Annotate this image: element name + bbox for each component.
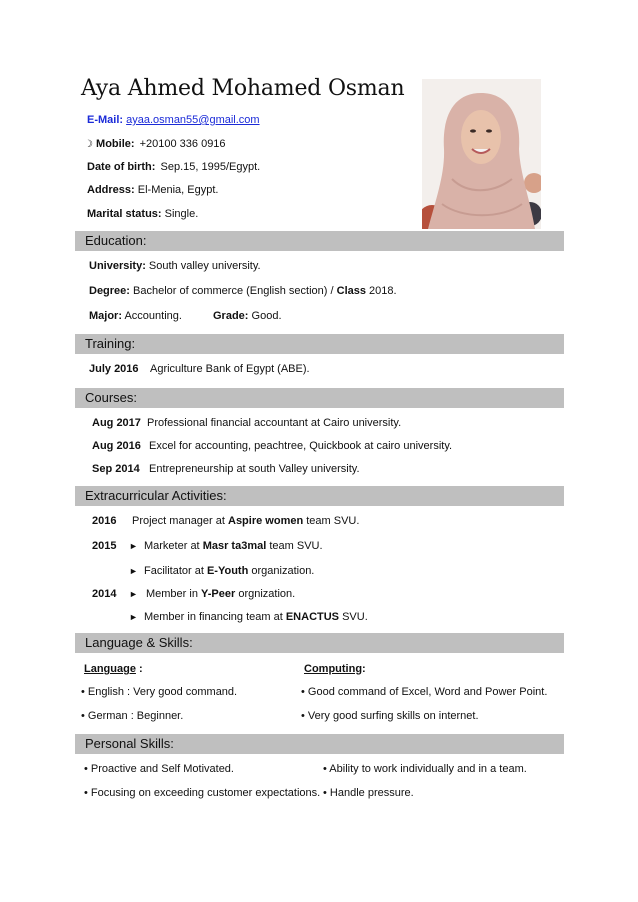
language-item: • English : Very good command.: [81, 686, 238, 698]
activity-year: 2014: [92, 588, 117, 600]
major-value: Accounting.: [124, 310, 182, 322]
course-text: Professional financial accountant at Cairo university.: [147, 417, 402, 429]
university-label: University:: [89, 260, 146, 272]
degree-value: Bachelor of commerce (English section) /: [133, 285, 334, 297]
course-date: Sep 2014: [92, 463, 140, 475]
email-link[interactable]: ayaa.osman55@gmail.com: [126, 114, 260, 126]
activity-org: E-Youth: [206, 565, 249, 577]
activity-text: Member in: [145, 588, 198, 600]
computing-item: • Very good surfing skills on internet.: [301, 710, 479, 722]
major-line: [89, 310, 182, 322]
dob-label: Date of birth:: [87, 161, 156, 173]
course-date: Aug 2016: [92, 440, 141, 452]
personal-skill-item: • Handle pressure.: [323, 787, 414, 799]
activity-text: Member in financing team at: [143, 611, 283, 623]
grade-label: Grade:: [213, 310, 249, 322]
courses-title: Courses:: [85, 390, 138, 405]
class-label: Class: [336, 285, 366, 297]
activity-org: ENACTUS: [285, 611, 340, 623]
activity-text: orgnization.: [238, 588, 296, 600]
marital-label: Marital status:: [87, 208, 162, 220]
arrow-icon: ►: [129, 589, 138, 599]
arrow-icon: ►: [129, 566, 138, 576]
email-label: E-Mail:: [87, 114, 124, 126]
language-skills-header: [75, 633, 564, 653]
computing-heading-colon: :: [362, 663, 366, 675]
computing-item: • Good command of Excel, Word and Power Point.: [301, 686, 548, 698]
marital-value: Single.: [164, 208, 199, 220]
university-value: South valley university.: [148, 260, 261, 272]
personal-skill-item: • Proactive and Self Motivated.: [84, 763, 234, 775]
mobile-label: Mobile:: [96, 138, 135, 150]
phone-icon: ☽: [84, 139, 93, 150]
activity-org: Masr ta3mal: [202, 540, 267, 552]
education-title: Education:: [85, 233, 147, 248]
extracurricular-header: [75, 486, 564, 506]
address-label: Address:: [87, 184, 135, 196]
mobile-line: [84, 138, 226, 150]
language-skills-title: Language & Skills:: [85, 635, 193, 650]
degree-label: Degree:: [89, 285, 130, 297]
dob-line: [87, 161, 260, 173]
courses-header: [75, 388, 564, 408]
activity-item: [129, 588, 295, 600]
class-value: 2018.: [369, 285, 397, 297]
training-text: Agriculture Bank of Egypt (ABE).: [150, 363, 310, 375]
course-text: Entrepreneurship at south Valley university.: [149, 463, 360, 475]
activity-text: Marketer at: [143, 540, 200, 552]
language-item: • German : Beginner.: [81, 710, 184, 722]
activity-item: [129, 611, 368, 623]
activity-text: organization.: [251, 565, 315, 577]
language-heading-text: Language: [84, 663, 136, 675]
activity-item: [129, 540, 323, 552]
computing-heading: [304, 663, 366, 675]
address-line: [87, 184, 218, 196]
education-header: [75, 231, 564, 251]
personal-skill-item: • Focusing on exceeding customer expectations.: [84, 787, 321, 799]
activity-org: Aspire women: [228, 515, 304, 527]
cv-name: Aya Ahmed Mohamed Osman: [81, 76, 405, 101]
marital-line: [87, 208, 198, 220]
training-date: July 2016: [89, 363, 139, 375]
language-heading: [84, 663, 143, 675]
major-label: Major:: [89, 310, 122, 322]
activity-year: 2016: [92, 515, 117, 527]
training-title: Training:: [85, 336, 136, 351]
personal-skills-title: Personal Skills:: [85, 736, 174, 751]
activity-org: Y-Peer: [201, 588, 236, 600]
activity-item: [132, 515, 359, 527]
degree-line: [89, 285, 397, 297]
university-line: [89, 260, 261, 272]
activity-text: team SVU.: [306, 515, 360, 527]
course-date: Aug 2017: [92, 417, 141, 429]
activity-text: SVU.: [342, 611, 368, 623]
activity-item: [129, 565, 314, 577]
training-header: [75, 334, 564, 354]
mobile-value: +20100 336 0916: [139, 138, 226, 150]
email-line: [87, 114, 260, 126]
arrow-icon: ►: [129, 612, 138, 622]
dob-value: Sep.15, 1995/Egypt.: [160, 161, 261, 173]
computing-heading-text: Computing: [304, 663, 363, 675]
extracurricular-title: Extracurricular Activities:: [85, 488, 227, 503]
profile-photo: [422, 79, 541, 229]
activity-text: Facilitator at: [143, 565, 204, 577]
address-value: El-Menia, Egypt.: [137, 184, 219, 196]
activity-year: 2015: [92, 540, 117, 552]
personal-skills-header: [75, 734, 564, 754]
personal-skill-item: • Ability to work individually and in a team.: [323, 763, 527, 775]
course-text: Excel for accounting, peachtree, Quickbook at cairo university.: [149, 440, 453, 452]
activity-text: Project manager at: [132, 515, 225, 527]
arrow-icon: ►: [129, 541, 138, 551]
grade-value: Good.: [251, 310, 282, 322]
activity-text: team SVU.: [269, 540, 323, 552]
grade-line: [213, 310, 282, 322]
language-heading-colon: :: [135, 663, 143, 675]
